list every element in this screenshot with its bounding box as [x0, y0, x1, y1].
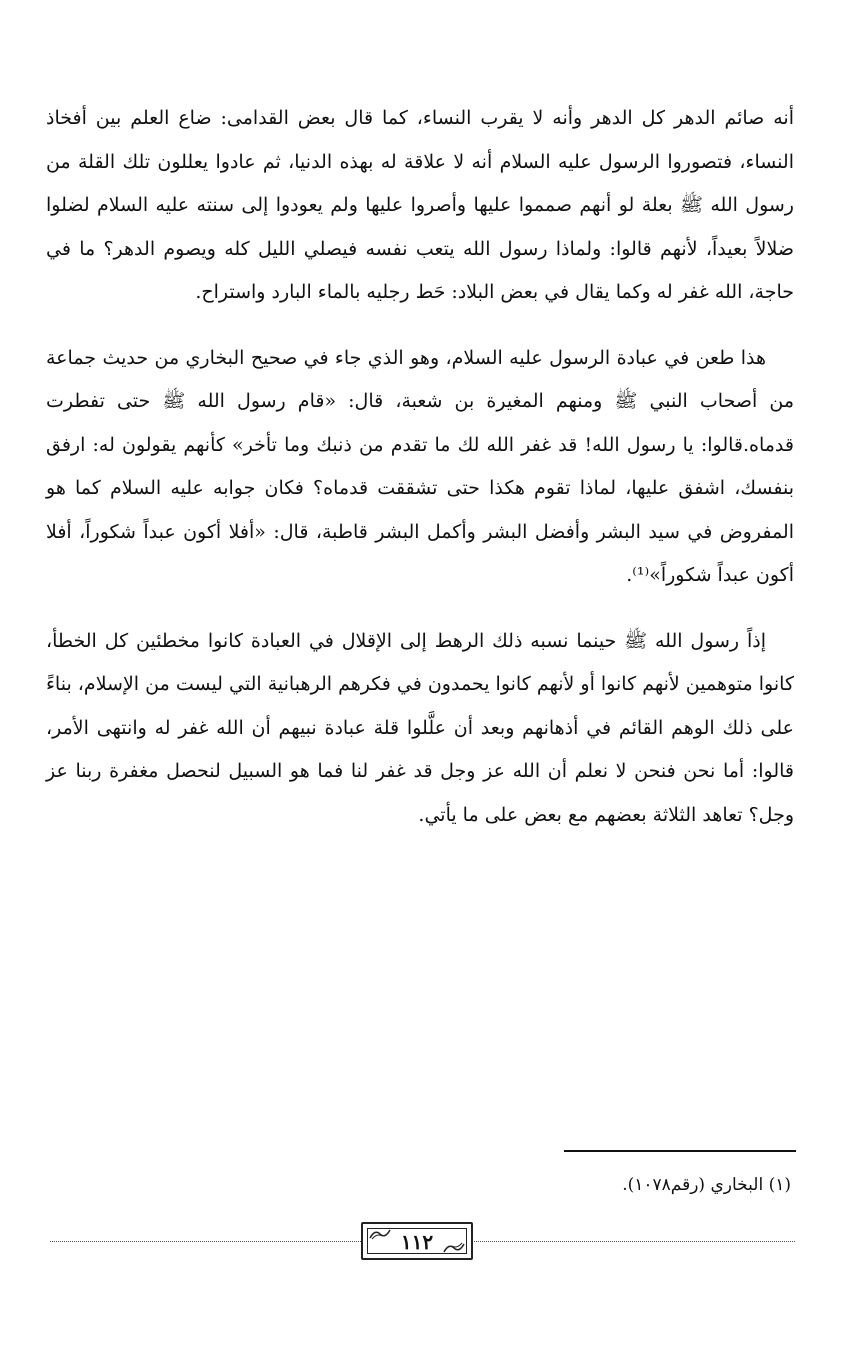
footnote-separator: [564, 1150, 796, 1152]
paragraph-2: هذا طعن في عبادة الرسول عليه السلام، وهو الذي جاء في صحيح البخاري من حديث جماعة من أصحاب النبي ﷺ ومنهم المغيرة بن شعبة، قال: «قام رسول الله ﷺ حتى تفطرت قدماه.قالوا: يا رسول الله! قد غفر الله لك ما تقدم من ذنبك وما تأخر» كأنهم يقولون له: ارفق بنفسك، اشفق عليها، لماذا تقوم هكذا حتى تشققت قدماه؟ فكان جوابه عليه السلام كما هو المفروض في سيد البشر وأفضل البشر وأكمل البشر قاطبة، قال: «أفلا أكون عبداً شكوراً، أفلا أكون عبداً شكوراً»⁽¹⁾.: [46, 346, 794, 586]
body-text: [46, 97, 794, 837]
page-number: ١١٢: [400, 1230, 434, 1254]
page-number-frame: [361, 1222, 473, 1260]
page-footer: [50, 1222, 795, 1262]
paragraph-3: إذاً رسول الله ﷺ حينما نسبه ذلك الرهط إلى الإقلال في العبادة كانوا مخطئين كل الخطأ، كانوا متوهمين لأنهم كانوا أو لأنهم كانوا يحمدون في فكرهم الرهبانية التي ليست من الإسلام، بناءً على ذلك الوهم القائم في أذهانهم وبعد أن علَّلوا قلة عبادة نبيهم أن الله غفر له وانتهى الأمر، قالوا: أما نحن فنحن لا نعلم أن الله عز وجل قد غفر لنا فما هو السبيل لنحصل مغفرة ربنا عز وجل؟ تعاهد الثلاثة بعضهم مع بعض على ما يأتي.: [46, 629, 794, 826]
footnote: (١) البخاري (رقم١٠٧٨).: [622, 1175, 791, 1195]
paragraph-1: أنه صائم الدهر كل الدهر وأنه لا يقرب النساء، كما قال بعض القدامى: ضاع العلم بين أفخاذ النساء، فتصوروا الرسول عليه السلام أنه لا علاقة له بهذه الدنيا، ثم عادوا يعللون تلك القلة من رسول الله ﷺ بعلة لو أنهم صمموا عليها وأصروا عليها ولم يعودوا إلى سنته عليه السلام لضلوا ضلالاً بعيداً، لأنهم قالوا: ولماذا رسول الله يتعب نفسه فيصلي الليل كله ويصوم الدهر؟ ما في حاجة، الله غفر له وكما يقال في بعض البلاد: حَط رجليه بالماء البارد واستراح.: [46, 107, 794, 303]
